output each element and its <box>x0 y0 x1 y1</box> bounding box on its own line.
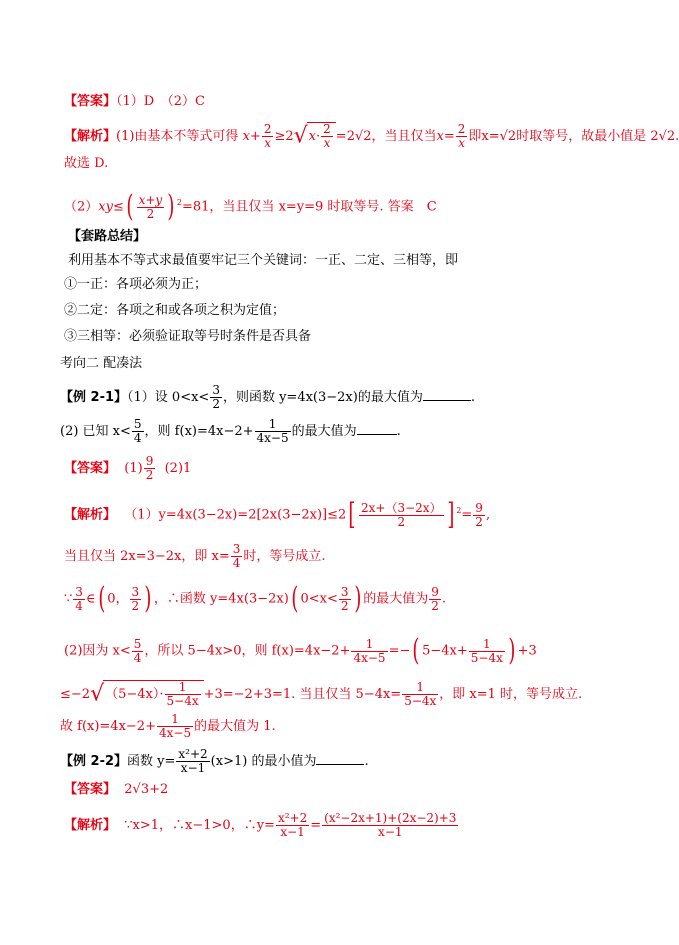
blank <box>357 434 397 435</box>
analysis-text: ，∴函数 y=4x(3−2x) <box>153 591 289 607</box>
analysis2-line-2: 当且仅当 2x=3−2x，即 x= $\frac{3}{4}$ 时，等号成立. <box>64 542 326 570</box>
analysis-tag: 【解析】 <box>64 818 117 833</box>
analysis-text: ∈ <box>85 591 96 607</box>
analysis-text: x=√2时取等号，故最小值是 2√2. <box>481 129 679 144</box>
analysis-text: xy≤ <box>98 199 124 215</box>
analysis-text: . <box>441 591 447 607</box>
question-text: （1）设 0<x< <box>127 390 210 405</box>
analysis3-line-1: 【解析】 ∵x>1，∴x−1>0，∴y= $\frac{\text{x²+2}}{x-1}$ = $\frac{\text{(x²−2x+1)+(2x−2)+3}}{x-1}$ <box>64 811 457 839</box>
example-2-1-q2: (2) 已知 x< $\frac{5}{4}$ ，则 f(x)=4x−2+ $\frac{1}{4x-5}$ 的最大值为 . <box>60 417 401 445</box>
summary-item-1: ①一正：各项必须为正； <box>64 277 208 292</box>
analysis-line-2: 故选 D. <box>64 156 109 171</box>
analysis-text: = <box>461 507 473 523</box>
answer-text: 2√3+2 <box>124 782 169 797</box>
analysis-line-1: 【解析】(1)由基本不等式可得 x+ $\frac{2}{x}$ ≥2√x· $\frac{2}{x}$ =2√2，当且仅当x= $\frac{2}{x}$ 即x=√2时取等号，故最小值是 2√2. <box>64 122 679 150</box>
analysis-text: 当且仅当 2x=3−2x，即 x= <box>64 549 230 564</box>
analysis2-line-4: (2)因为 x< $\frac{5}{4}$ ，所以 5−4x>0，则 f(x)=4x−2+ $\frac{1}{4x-5}$ =−( 5−4x+ $\frac{1}{5-4x}$ ) +3 <box>64 633 537 668</box>
analysis-text: =− <box>388 643 411 659</box>
question-text: ，则 f(x)=4x−2+ <box>144 424 254 439</box>
summary-title: 【套路总结】 <box>68 229 147 244</box>
analysis-text: +3 <box>517 643 537 659</box>
analysis2-line-3: ∵ $\frac{3}{4}$ ∈( 0， $\frac{3}{2}$ ) ，∴函数 y=4x(3−2x)( 0<x< $\frac{3}{2}$ ) 的最大值为 $\frac{9}{2}$ . <box>64 581 447 616</box>
example-label: 【例 2-2】 <box>60 754 128 769</box>
analysis-text: =81，当且仅当 x=y=9 时取等号. 答案 C <box>182 199 437 215</box>
answer-line-2: 【答案】 (1) $\frac{9}{2}$ (2)1 <box>64 454 192 482</box>
question-text: ，则函数 y=4x(3−2x)的最大值为 <box>222 390 423 405</box>
analysis-text: =2√2，当且仅当 <box>335 129 437 144</box>
analysis-text: , <box>485 507 491 523</box>
analysis-text: ∵ <box>64 591 73 607</box>
fraction: $\frac{2}{x}$ <box>263 122 272 150</box>
analysis-text: ，即 x=1 时，等号成立. <box>439 687 583 702</box>
analysis-text: 的最大值为 <box>363 591 429 607</box>
analysis-text: ≤−2 <box>60 687 91 702</box>
analysis-text: +3=−2+3=1. 当且仅当 5−4x= <box>203 687 402 702</box>
blank <box>423 400 471 401</box>
question-text: (2) 已知 x< <box>60 424 131 439</box>
analysis-tag: 【解析】 <box>64 507 117 523</box>
question-text: . <box>470 390 475 405</box>
analysis-text: 故 f(x)=4x−2+ <box>60 719 156 734</box>
analysis-text: 的最大值为 1. <box>194 719 276 734</box>
blank <box>316 764 364 765</box>
section-title: 考向二 配凑法 <box>60 356 143 371</box>
answer-text: (1) <box>124 461 143 476</box>
answer-text: （1）D （2）C <box>116 94 205 109</box>
example-label: 【例 2-1】 <box>60 390 128 405</box>
analysis-text: ∵x>1，∴x−1>0，∴y= <box>124 818 275 833</box>
question-text: (x>1) 的最小值为 <box>210 754 317 769</box>
sqrt: x· $\frac{2}{x}$ <box>307 122 336 150</box>
analysis-text: 即 <box>468 129 482 144</box>
analysis-text: 时，等号成立. <box>243 549 326 564</box>
analysis-text: ≥2 <box>274 129 294 144</box>
question-text: 的最大值为 <box>291 424 357 439</box>
answer-line-1 <box>64 93 205 111</box>
analysis-text: （1）y=4x(3−2x)=2[2x(3−2x)]≤2 <box>124 507 347 523</box>
answer-tag: 【答案】 <box>64 461 117 476</box>
analysis-line-3: （2）xy≤( $\frac{x+y}{2}$ ) $^2$=81，当且仅当 x=y=9 时取等号. 答案 C <box>64 189 437 224</box>
answer-tag: 【答案】 <box>64 782 117 797</box>
summary-item-2: ②二定：各项之和或各项之积为定值； <box>64 303 286 318</box>
summary-intro: 利用基本不等式求最值要牢记三个关键词：一正、二定、三相等，即 <box>68 253 459 268</box>
analysis2-line-6: 故 f(x)=4x−2+ $\frac{1}{4x-5}$ 的最大值为 1. <box>60 712 276 740</box>
analysis2-line-1: 【解析】 （1）y=4x(3−2x)=2[2x(3−2x)]≤2[ $\frac{2x+(3-2x)}{2}$ ] $^2$= $\frac{9}{2}$ , <box>64 497 491 532</box>
answer-line-3 <box>64 781 168 799</box>
analysis-text: ，所以 5−4x>0，则 f(x)=4x−2+ <box>144 643 351 659</box>
summary-item-3: ③三相等：必须验证取等号时条件是否具备 <box>64 329 312 344</box>
question-text: 函数 y= <box>127 754 176 769</box>
question-text: . <box>364 754 369 769</box>
analysis-text: = <box>310 818 322 833</box>
analysis-tag: 【解析】 <box>64 129 117 144</box>
analysis-text: （2） <box>64 199 99 215</box>
analysis-text: (1)由基本不等式可得 <box>116 129 239 144</box>
question-text: . <box>396 424 401 439</box>
answer-text: (2)1 <box>164 461 192 476</box>
example-2-1-q1: 【例 2-1】（1）设 0<x< $\frac{3}{2}$ ，则函数 y=4x(3−2x)的最大值为 . <box>60 383 475 411</box>
example-2-2: 【例 2-2】函数 y= $\frac{\text{x²+2}}{x-1}$ (x>1) 的最小值为 . <box>60 747 369 775</box>
analysis-text: (2)因为 x< <box>64 643 131 659</box>
analysis2-line-5: ≤−2√（5−4x）· $\frac{1}{5-4x}$ +3=−2+3=1. 当且仅当 5−4x= $\frac{1}{5-4x}$ ，即 x=1 时，等号成立. <box>60 680 583 708</box>
answer-tag: 【答案】 <box>64 94 117 109</box>
